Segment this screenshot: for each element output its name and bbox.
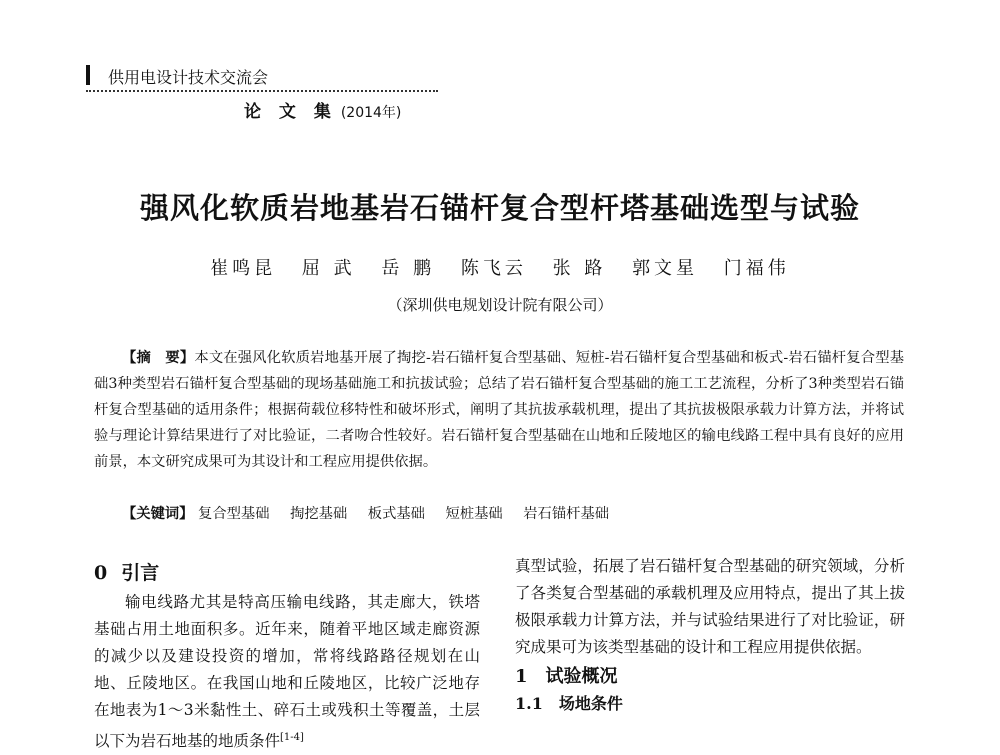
header-dotted-rule — [86, 90, 438, 92]
author-name: 崔鸣昆 — [210, 258, 277, 279]
author-name: 陈飞云 — [460, 258, 527, 279]
keyword: 复合型基础 — [198, 506, 270, 522]
journal-name: 供用电设计技术交流会 — [108, 68, 269, 87]
abstract-text: 本文在强风化软质岩地基开展了掏挖-岩石锚杆复合型基础、短桩-岩石锚杆复合型基础和板式-岩石锚杆复合型基础3种类型岩石锚杆复合型基础的现场基础施工和抗拔试验；总结了岩石锚杆复合型基础的施工工艺流程，分析了3种类型岩石锚杆复合型基础的适用条件；根据荷载位移特性和破坏形式，阐明了其抗拔承载机理，提出了其抗拔极限承载力计算方法，并将试验与理论计算结果进行了对比验证，二者吻合性较好。岩石锚杆复合型基础在山地和丘陵地区的输电线路工程中具有良好的应用前景，本文研究成果可为其设计和工程应用提供依据。 — [94, 350, 904, 470]
continued-paragraph: 真型试验，拓展了岩石锚杆复合型基础的研究领域，分析了各类复合型基础的承载机理及应用特点，提出了其上拔极限承载力计算方法，并与试验结果进行了对比验证，研究成果可为该类型基础的设计和工程应用提供依据。 — [515, 557, 905, 656]
keyword: 板式基础 — [367, 506, 425, 522]
citation[interactable]: [1-4] — [280, 732, 304, 743]
collection-label-row — [244, 97, 401, 122]
author-affiliation: （深圳供电规划设计院有限公司） — [387, 296, 613, 314]
section-heading-test-overview: 1 试验概况 — [515, 666, 618, 687]
keyword: 岩石锚杆基础 — [523, 506, 610, 522]
section-heading-introduction — [94, 560, 480, 587]
right-column — [515, 553, 905, 717]
keyword: 掏挖基础 — [290, 506, 348, 522]
author-name: 张 路 — [552, 258, 607, 279]
abstract — [94, 345, 904, 475]
subsection-heading-site-conditions: 1.1 场地条件 — [515, 694, 623, 713]
author-name: 郭文星 — [632, 258, 699, 279]
paper-title: 强风化软质岩地基岩石锚杆复合型杆塔基础选型与试验 — [139, 191, 860, 225]
left-column — [94, 560, 480, 755]
abstract-label: 【摘 要】 — [122, 350, 195, 366]
keyword: 短桩基础 — [445, 506, 503, 522]
paragraph-text: 输电线路尤其是特高压输电线路，其走廊大，铁塔基础占用土地面积多。近年来，随着平地区域走廊资源的减少以及建设投资的增加，常将线路路径规划在山地、丘陵地区。在我国山地和丘陵地区，比较广泛地存在地表为1～3米黏性土、碎石土或残积土等覆盖，土层以下为岩石地基的地质条件 — [94, 593, 480, 751]
author-name: 屈 武 — [301, 258, 356, 279]
introduction-paragraph — [94, 589, 480, 755]
keywords-label: 【关键词】 — [122, 506, 194, 522]
author-name: 门福伟 — [723, 258, 790, 279]
section-number: 0 — [94, 562, 108, 584]
collection-label: 论 文 集 — [244, 102, 337, 122]
author-list — [0, 254, 1000, 280]
header-marker-bar — [86, 65, 90, 85]
collection-year: (2014年) — [340, 105, 402, 121]
keywords — [122, 503, 625, 523]
author-name: 岳 鹏 — [381, 258, 436, 279]
section-title: 引言 — [121, 562, 160, 584]
